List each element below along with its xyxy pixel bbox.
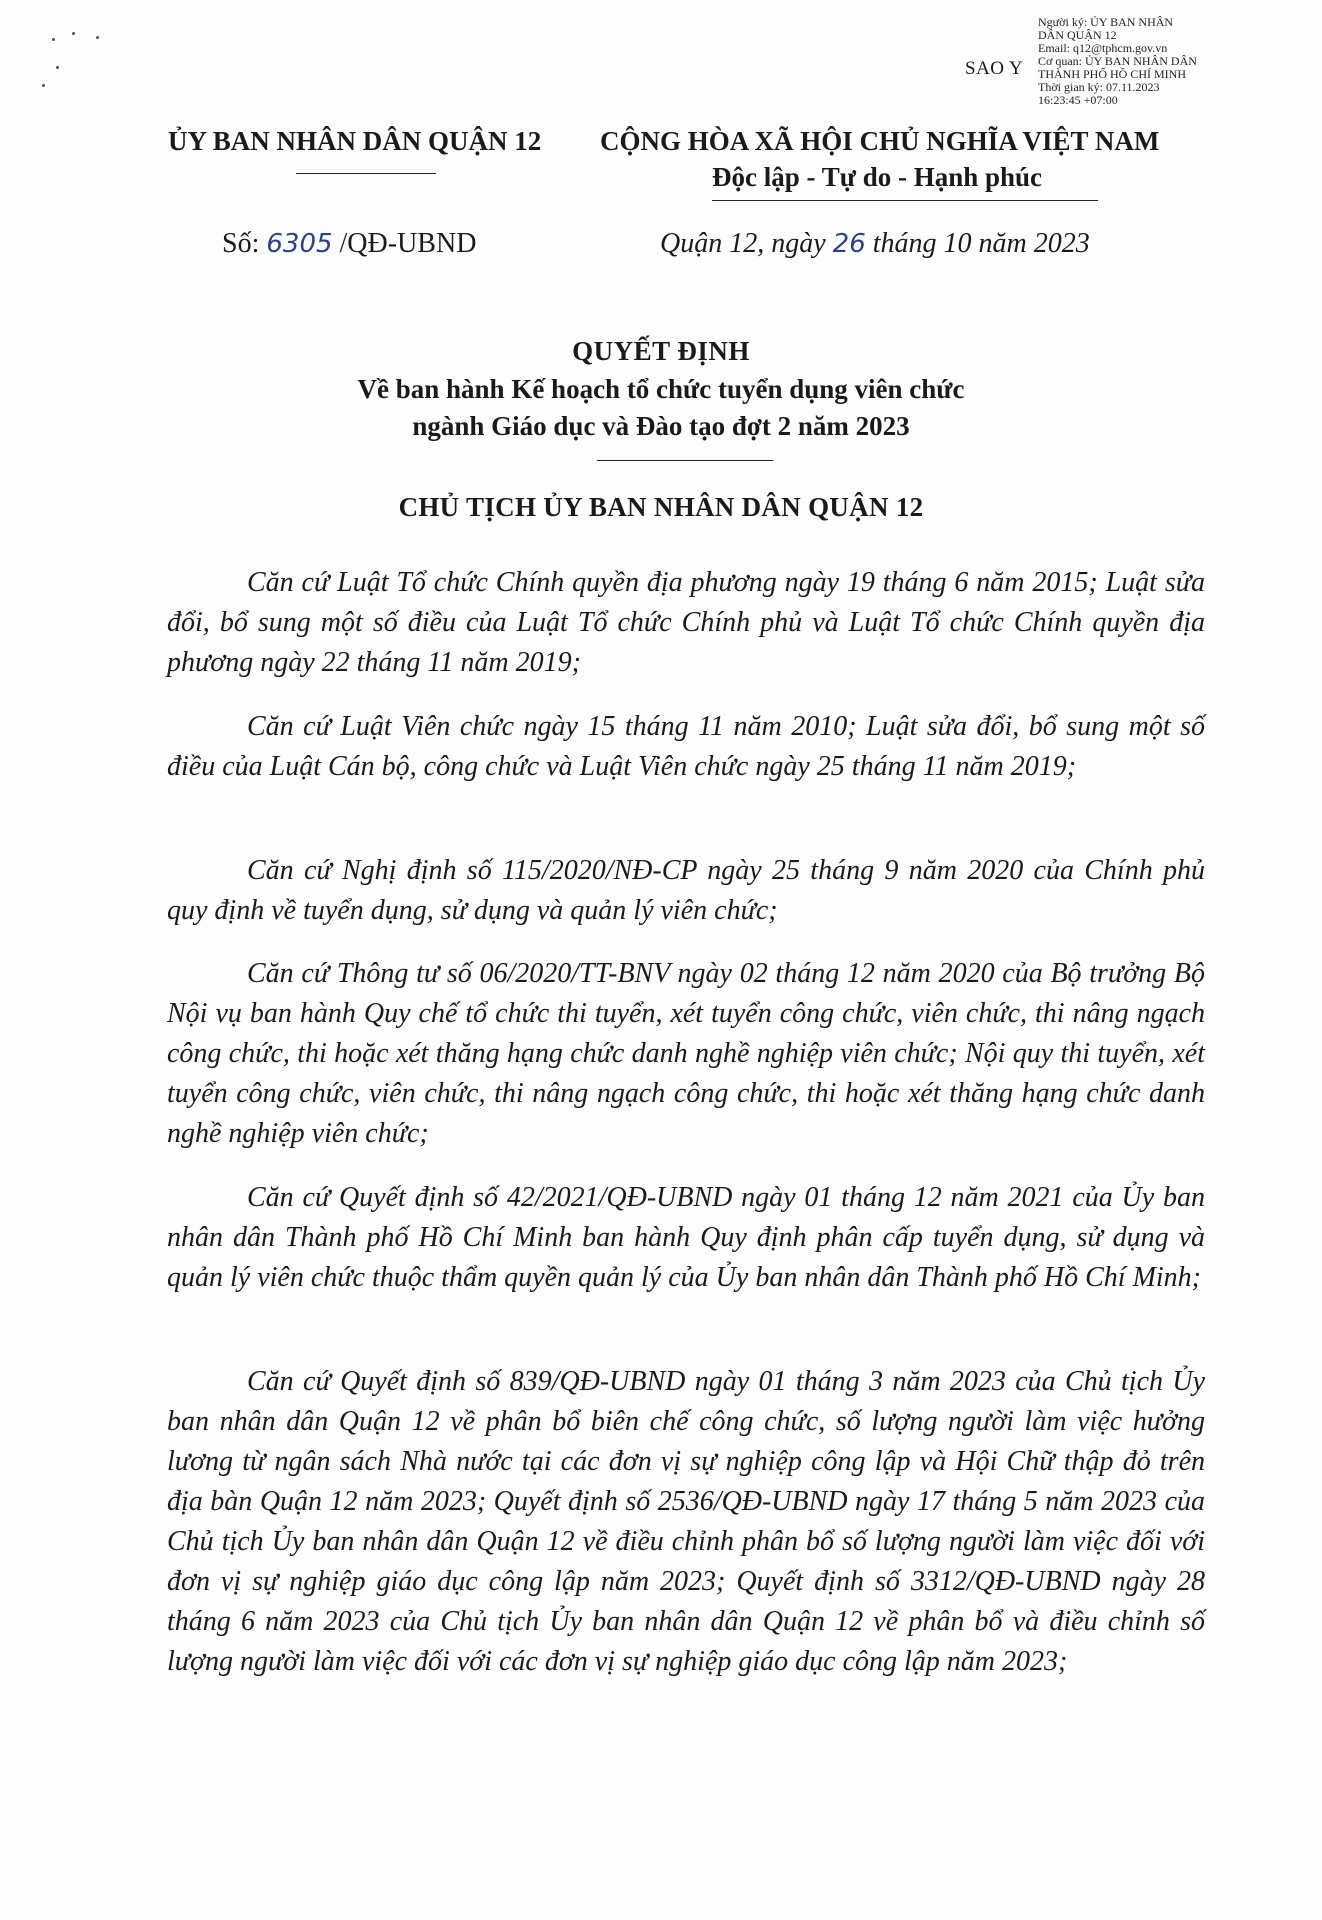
- document-date: [660, 228, 1090, 260]
- national-motto: Độc lập - Tự do - Hạnh phúc: [712, 162, 1043, 192]
- legal-basis-paragraph: Căn cứ Luật Viên chức ngày 15 tháng 11 năm 2010; Luật sửa đổi, bổ sung một số điều của Luật Cán bộ, công chức và Luật Viên chức ngày 25 tháng 11 năm 2019;: [167, 711, 1205, 782]
- signature-signer: Người ký: ỦY BAN NHÂN: [1038, 15, 1174, 29]
- handwritten-number: 6305: [266, 229, 333, 259]
- scan-speck: [72, 32, 75, 35]
- scan-speck: [96, 36, 99, 39]
- number-prefix: Số:: [222, 228, 267, 259]
- title-underline: [597, 460, 773, 461]
- legal-basis-paragraph: Căn cứ Thông tư số 06/2020/TT-BNV ngày 02 tháng 12 năm 2020 của Bộ trưởng Bộ Nội vụ ban hành Quy chế tổ chức thi tuyển, xét tuyển công chức, viên chức, thi nâng ngạch công chức, thi hoặc xét thăng hạng chức danh nghề nghiệp viên chức; Nội quy thi tuyển, xét tuyển công chức, viên chức, thi nâng ngạch công chức, thi hoặc xét thăng hạng chức danh nghề nghiệp viên chức;: [167, 958, 1205, 1149]
- signature-time-cont: 16:23:45 +07:00: [1038, 93, 1118, 107]
- motto-underline: [712, 200, 1098, 201]
- document-number: [222, 228, 476, 260]
- legal-basis-paragraph: Căn cứ Quyết định số 42/2021/QĐ-UBND ngày 01 tháng 12 năm 2021 của Ủy ban nhân dân Thành phố Hồ Chí Minh ban hành Quy định phân cấp tuyển dụng, sử dụng và quản lý viên chức thuộc thẩm quyền quản lý của Ủy ban nhân dân Thành phố Hồ Chí Minh;: [167, 1182, 1205, 1293]
- signature-time: Thời gian ký: 07.11.2023: [1038, 80, 1160, 94]
- national-title: CỘNG HÒA XÃ HỘI CHỦ NGHĨA VIỆT NAM: [600, 126, 1160, 156]
- legal-basis-paragraph: Căn cứ Nghị định số 115/2020/NĐ-CP ngày 25 tháng 9 năm 2020 của Chính phủ quy định về tuyển dụng, sử dụng và quản lý viên chức;: [167, 855, 1205, 926]
- legal-basis-paragraph: Căn cứ Luật Tổ chức Chính quyền địa phương ngày 19 tháng 6 năm 2015; Luật sửa đổi, bổ sung một số điều của Luật Tổ chức Chính phủ và Luật Tổ chức Chính quyền địa phương ngày 22 tháng 11 năm 2019;: [167, 567, 1205, 678]
- digital-signature-block: [1038, 16, 1308, 107]
- number-suffix: /QĐ-UBND: [332, 228, 477, 259]
- scan-speck: [52, 38, 55, 41]
- handwritten-day: 26: [832, 229, 866, 259]
- legal-basis-paragraph: Căn cứ Quyết định số 839/QĐ-UBND ngày 01 tháng 3 năm 2023 của Chủ tịch Ủy ban nhân dân Quận 12 về phân bổ biên chế công chức, số lượng người làm việc hưởng lương từ ngân sách Nhà nước tại các đơn vị sự nghiệp công lập và Hội Chữ thập đỏ trên địa bàn Quận 12 năm 2023; Quyết định số 2536/QĐ-UBND ngày 17 tháng 5 năm 2023 của Chủ tịch Ủy ban nhân dân Quận 12 về điều chỉnh phân bổ số lượng người làm việc đối với đơn vị sự nghiệp giáo dục công lập năm 2023; Quyết định số 3312/QĐ-UBND ngày 28 tháng 6 năm 2023 của Chủ tịch Ủy ban nhân dân Quận 12 về phân bổ và điều chỉnh số lượng người làm việc đối với các đơn vị sự nghiệp giáo dục công lập năm 2023;: [167, 1366, 1205, 1677]
- date-prefix: Quận 12, ngày: [660, 228, 833, 259]
- signature-agency-cont: THÀNH PHỐ HỒ CHÍ MINH: [1038, 67, 1186, 81]
- subject-line-2: ngành Giáo dục và Đào tạo đợt 2 năm 2023: [412, 411, 910, 441]
- date-suffix: tháng 10 năm 2023: [865, 228, 1090, 259]
- signature-signer-cont: DÂN QUẬN 12: [1038, 28, 1117, 42]
- scan-speck: [56, 66, 59, 69]
- document-type: QUYẾT ĐỊNH: [572, 336, 750, 366]
- copy-mark: SAO Y: [965, 58, 1024, 79]
- subject-line-1: Về ban hành Kế hoạch tổ chức tuyển dụng viên chức: [357, 374, 965, 404]
- issuing-authority: CHỦ TỊCH ỦY BAN NHÂN DÂN QUẬN 12: [398, 492, 924, 522]
- issuer-underline: [296, 173, 436, 174]
- issuer-name: ỦY BAN NHÂN DÂN QUẬN 12: [168, 126, 542, 156]
- scan-speck: [42, 84, 45, 87]
- signature-agency: Cơ quan: ỦY BAN NHÂN DÂN: [1038, 54, 1197, 68]
- signature-email: Email: q12@tphcm.gov.vn: [1038, 41, 1168, 55]
